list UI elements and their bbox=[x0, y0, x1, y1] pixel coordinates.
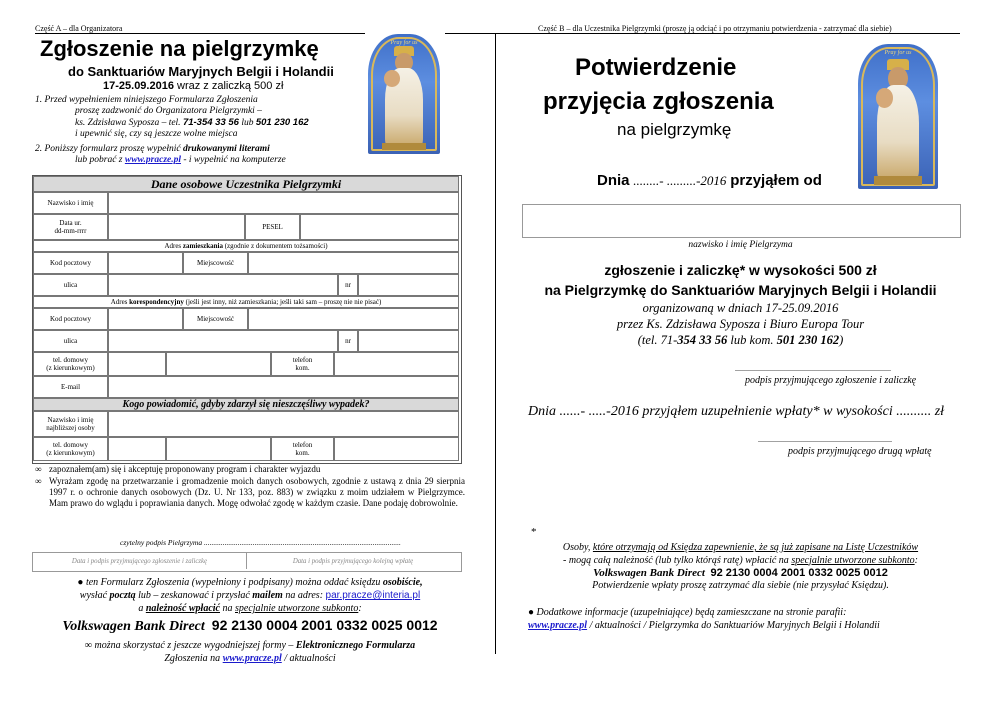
confirmation-title-3: na pielgrzymkę bbox=[617, 120, 732, 139]
extra-info: ● Dodatkowe informacje (uzupełniające) będą zamieszczane na stronie parafii: www.pracze.pl / aktualności / Pielgrzymka do Sanktuariów Maryjnych Belgii i Holandii bbox=[528, 607, 880, 631]
input-relative[interactable] bbox=[108, 411, 459, 437]
note1a: Osoby, bbox=[562, 542, 591, 553]
pilgrim-name-caption: nazwisko i imię Pielgrzyma bbox=[688, 240, 793, 250]
instructions-2 bbox=[35, 144, 395, 166]
dnia-c: przyjąłem od bbox=[730, 172, 822, 189]
body-line-3: organizowaną w dniach 17-25.09.2016 bbox=[642, 301, 839, 315]
sign-box-1[interactable]: Data i podpis przyjmującego zgłoszenie i zaliczkę bbox=[33, 553, 247, 569]
bottom-l6b: / aktualności bbox=[284, 653, 336, 664]
bottom-l2c: lub – zeskanować i przysłać bbox=[138, 590, 250, 601]
label-home-phone: tel. domowy (z kierunkowym) bbox=[33, 352, 108, 376]
instr1-line3 bbox=[35, 117, 365, 129]
label-birthdate: Data ur. dd-mm-rrrr bbox=[33, 214, 108, 240]
input-postcode-2[interactable] bbox=[108, 308, 183, 330]
bottom-l5a: można skorzystać z jeszcze wygodniejszej formy – bbox=[94, 640, 294, 651]
label-email: E-mail bbox=[33, 376, 108, 398]
body5a: (tel. 71- bbox=[637, 333, 678, 347]
bank-account-left: 92 2130 0004 2001 0332 0025 0012 bbox=[211, 617, 438, 633]
input-home-phone-area-2[interactable] bbox=[108, 437, 166, 461]
consent-1[interactable] bbox=[35, 464, 465, 475]
note1b: które otrzymają od Księdza zapewnienie, że są już zapisane na Listę Uczestników bbox=[592, 542, 919, 553]
note2a: - mogą całą należność (lub tylko którąś ratę) wpłacić na bbox=[563, 554, 789, 566]
body-line-2: na Pielgrzymkę do Sanktuariów Maryjnych Belgii i Holandii bbox=[544, 282, 937, 298]
bank-account-right: 92 2130 0004 2001 0332 0025 0012 bbox=[710, 567, 888, 579]
instr1-line1: 1. Przed wypełnieniem niniejszego Formularza Zgłoszenia bbox=[35, 95, 258, 105]
bottom-l1a: ten Formularz Zgłoszenia (wypełniony i podpisany) można oddać księdzu bbox=[85, 577, 381, 588]
bottom-l1b: osobiście, bbox=[382, 577, 423, 588]
label-nr: nr bbox=[338, 274, 358, 296]
bottom-l2e: na adres: bbox=[285, 590, 324, 601]
label-mobile-2: telefon kom. bbox=[271, 437, 334, 461]
bottom-l5b: Elektronicznego Formularza bbox=[295, 640, 416, 651]
input-name[interactable] bbox=[108, 192, 459, 214]
input-email[interactable] bbox=[108, 376, 459, 398]
pracze-link[interactable]: www.pracze.pl bbox=[124, 155, 181, 165]
sig1-label: podpis przyjmującego zgłoszenie i zaliczkę bbox=[745, 375, 917, 386]
body5c: lub kom. bbox=[730, 333, 774, 347]
label-postcode: Kod pocztowy bbox=[33, 252, 108, 274]
addr-corr-a: Adres bbox=[110, 298, 128, 306]
addr-corr-c: (jeśli jest inny, niż zamieszkania; jeśli taki sam – proszę nie nie pisać) bbox=[185, 298, 382, 306]
confirmation-title-2: przyjęcia zgłoszenia bbox=[543, 88, 774, 115]
madonna-statue-image bbox=[368, 34, 440, 154]
dnia-line bbox=[597, 172, 822, 190]
input-nr[interactable] bbox=[358, 274, 459, 296]
part-a-label: Część A – dla Organizatora bbox=[35, 24, 123, 33]
sign-box-2[interactable]: Data i podpis przyjmującego kolejną wpłatę bbox=[292, 557, 414, 565]
madonna-arc-text-2: Pray for us bbox=[884, 50, 912, 56]
instr1-lub: lub bbox=[241, 118, 254, 128]
dates-suffix: wraz z zaliczką 500 zł bbox=[177, 80, 284, 92]
form-title: Zgłoszenie na pielgrzymkę bbox=[40, 36, 319, 61]
bottom-l2d: mailem bbox=[252, 590, 283, 601]
instr2-line2b: - i wypełnić na komputerze bbox=[183, 155, 286, 165]
input-home-phone[interactable] bbox=[166, 352, 271, 376]
consent-2[interactable] bbox=[35, 476, 465, 509]
label-home-phone-2: tel. domowy (z kierunkowym) bbox=[33, 437, 108, 461]
body5e: ) bbox=[839, 333, 844, 347]
dnia-b: ........- .........-2016 bbox=[633, 173, 727, 188]
bottom-l3b: należność wpłacić bbox=[145, 603, 220, 614]
emergency-header: Kogo powiadomić, gdyby zdarzył się nieszczęśliwy wypadek? bbox=[33, 398, 459, 411]
consents bbox=[35, 464, 465, 509]
checkbox-icon: ∞ bbox=[35, 464, 42, 474]
body5d: 501 230 162 bbox=[776, 333, 840, 347]
checkbox-icon: ∞ bbox=[35, 476, 42, 486]
input-mobile[interactable] bbox=[334, 352, 459, 376]
sig2-dots: ................................................................... bbox=[758, 435, 892, 444]
submission-instructions: ● ten Formularz Zgłoszenia (wypełniony i podpisany) można oddać księdzu osobiście, wysłać pocztą lub – zeskanować i przysłać mailem na adres: par.pracze@interia.pl a należność wpłacić na specjalnie utworzone subkonto: Volkswagen Bank Direct 92 2130 0004 2001 0332 0025 0012 ∞ można skorzystać z jeszcze wygodniejszej formy – Elektronicznego Formularza Zgłoszenia na www.pracze.pl / aktualności bbox=[35, 576, 465, 665]
body-line-4: przez Ks. Zdzisława Syposza i Biuro Europa Tour bbox=[616, 317, 865, 331]
instr1-line3a: ks. Zdzisława Syposza – tel. bbox=[75, 118, 181, 128]
pracze-link-3[interactable]: www.pracze.pl bbox=[528, 620, 588, 631]
residence-address-header bbox=[33, 240, 459, 252]
note-block bbox=[522, 542, 959, 592]
sig2-label: podpis przyjmującego drugą wpłatę bbox=[788, 446, 932, 457]
addr-res-b: zamieszkania bbox=[182, 242, 223, 250]
instructions-1 bbox=[35, 95, 365, 140]
instr2-line1b: drukowanymi literami bbox=[182, 144, 270, 154]
part-b-label: Część B – dla Uczestnika Pielgrzymki (proszę ją odciąć i po otrzymaniu potwierdzenia - zatrzymać dla siebie) bbox=[538, 24, 892, 33]
correspondence-address-header bbox=[33, 296, 459, 308]
label-postcode-2: Kod pocztowy bbox=[33, 308, 108, 330]
phone-2: 501 230 162 bbox=[255, 117, 309, 128]
instr2-line2a: lub pobrać z bbox=[75, 155, 123, 165]
bank-name-left: Volkswagen Bank Direct bbox=[62, 619, 205, 634]
addr-res-a: Adres bbox=[164, 242, 182, 250]
pracze-link-2[interactable]: www.pracze.pl bbox=[222, 653, 282, 664]
dnia-2-line: Dnia ......- .....-2016 przyjąłem uzupełnienie wpłaty* w wysokości .......... zł bbox=[528, 404, 945, 419]
consent-1-text: zapoznałem(am) się i akceptuję proponowany program i charakter wyjazdu bbox=[49, 464, 321, 474]
note2c: : bbox=[914, 554, 918, 566]
form-subtitle: do Sanktuariów Maryjnych Belgii i Holandii bbox=[68, 64, 334, 79]
bottom-l3d: specjalnie utworzone subkonto bbox=[235, 603, 359, 614]
form-header: Dane osobowe Uczestnika Pielgrzymki bbox=[33, 176, 459, 192]
input-birthdate[interactable] bbox=[108, 214, 245, 240]
extra2-rest: / aktualności / Pielgrzymka do Sanktuariów Maryjnych Belgii i Holandii bbox=[589, 620, 880, 631]
phone-1: 71-354 33 56 bbox=[182, 117, 239, 128]
input-street-2[interactable] bbox=[108, 330, 338, 352]
input-mobile-2[interactable] bbox=[334, 437, 459, 461]
madonna-arc-text: Pray for us bbox=[390, 40, 418, 46]
input-postcode[interactable] bbox=[108, 252, 183, 274]
confirmation-title-1: Potwierdzenie bbox=[575, 54, 737, 81]
instr2-line1a: 2. Poniższy formularz proszę wypełnić bbox=[35, 144, 181, 154]
top-divider-right bbox=[445, 33, 960, 34]
instr1-line4: i upewnić się, czy są jeszcze wolne miejsca bbox=[75, 129, 238, 139]
sig1-dots: .............................................................................. bbox=[735, 364, 891, 373]
dates-value: 17-25.09.2016 bbox=[103, 80, 174, 92]
note4: Potwierdzenie wpłaty proszę zatrzymać dla siebie (nie przysyłać Księdzu). bbox=[592, 579, 889, 591]
asterisk: * bbox=[531, 526, 537, 538]
label-street-2: ulica bbox=[33, 330, 108, 352]
bank-details-left bbox=[35, 617, 465, 635]
cut-line bbox=[495, 34, 496, 654]
input-home-phone-2[interactable] bbox=[166, 437, 271, 461]
bottom-l3c: na bbox=[222, 603, 233, 614]
label-mobile: telefon kom. bbox=[271, 352, 334, 376]
note2b: specjalnie utworzone subkonto bbox=[791, 554, 915, 566]
bank-details-right bbox=[522, 567, 959, 580]
dnia-a: Dnia bbox=[597, 172, 630, 189]
input-home-phone-area[interactable] bbox=[108, 352, 166, 376]
form-dates bbox=[103, 80, 283, 92]
bottom-l6a: Zgłoszenia na bbox=[164, 653, 221, 664]
body-line-1: zgłoszenie i zaliczkę* w wysokości 500 zł bbox=[604, 262, 877, 278]
label-city: Miejscowość bbox=[183, 252, 248, 274]
label-nr-2: nr bbox=[338, 330, 358, 352]
label-relative: Nazwisko i imię najbliższej osoby bbox=[33, 411, 108, 437]
label-name: Nazwisko i imię bbox=[33, 192, 108, 214]
bottom-l2a: wysłać bbox=[79, 590, 108, 601]
input-nr-2[interactable] bbox=[358, 330, 459, 352]
bottom-l3a: a bbox=[138, 603, 144, 614]
label-street: ulica bbox=[33, 274, 108, 296]
addr-corr-b: korespondencyjny bbox=[129, 298, 184, 306]
instr1-line2: proszę zadzwonić do Organizatora Pielgrzymki – bbox=[75, 106, 262, 116]
bank-name-right: Volkswagen Bank Direct bbox=[593, 567, 705, 579]
input-street[interactable] bbox=[108, 274, 338, 296]
extra1: Dodatkowe informacje (uzupełniające) będą zamieszczane na stronie parafii: bbox=[536, 607, 847, 618]
input-city-2[interactable] bbox=[248, 308, 459, 330]
signature-line: czytelny podpis Pielgrzyma ......................................................................................................... bbox=[120, 538, 401, 547]
body-line-5 bbox=[522, 333, 959, 348]
pilgrim-name-box[interactable] bbox=[522, 204, 961, 238]
label-city-2: Miejscowość bbox=[183, 308, 248, 330]
signature-label: czytelny podpis Pielgrzyma bbox=[120, 538, 203, 547]
email-link[interactable]: par.pracze@interia.pl bbox=[325, 590, 421, 601]
bottom-l2b: pocztą bbox=[109, 590, 136, 601]
label-pesel: PESEL bbox=[245, 214, 300, 240]
input-pesel[interactable] bbox=[300, 214, 459, 240]
top-divider-left bbox=[35, 33, 365, 34]
addr-res-c: (zgodnie z dokumentem tożsamości) bbox=[224, 242, 328, 250]
madonna-statue-image-2 bbox=[858, 44, 938, 189]
consent-2-text: Wyrażam zgodę na przetwarzanie i gromadzenie moich danych osobowych, zgodnie z ustawą z dnia 29 sierpnia 1997 r. o ochronie danych osobowych (Dz. U. Nr 133, poz. 883) w związku z moim udziałem w Pielgrzymce. Mam prawo do wglądu i poprawiania danych. Mogę odwołać zgodę w każdym czasie. Dane podaję dobrowolnie. bbox=[49, 476, 465, 508]
input-city[interactable] bbox=[248, 252, 459, 274]
body5b: 354 33 56 bbox=[677, 333, 728, 347]
